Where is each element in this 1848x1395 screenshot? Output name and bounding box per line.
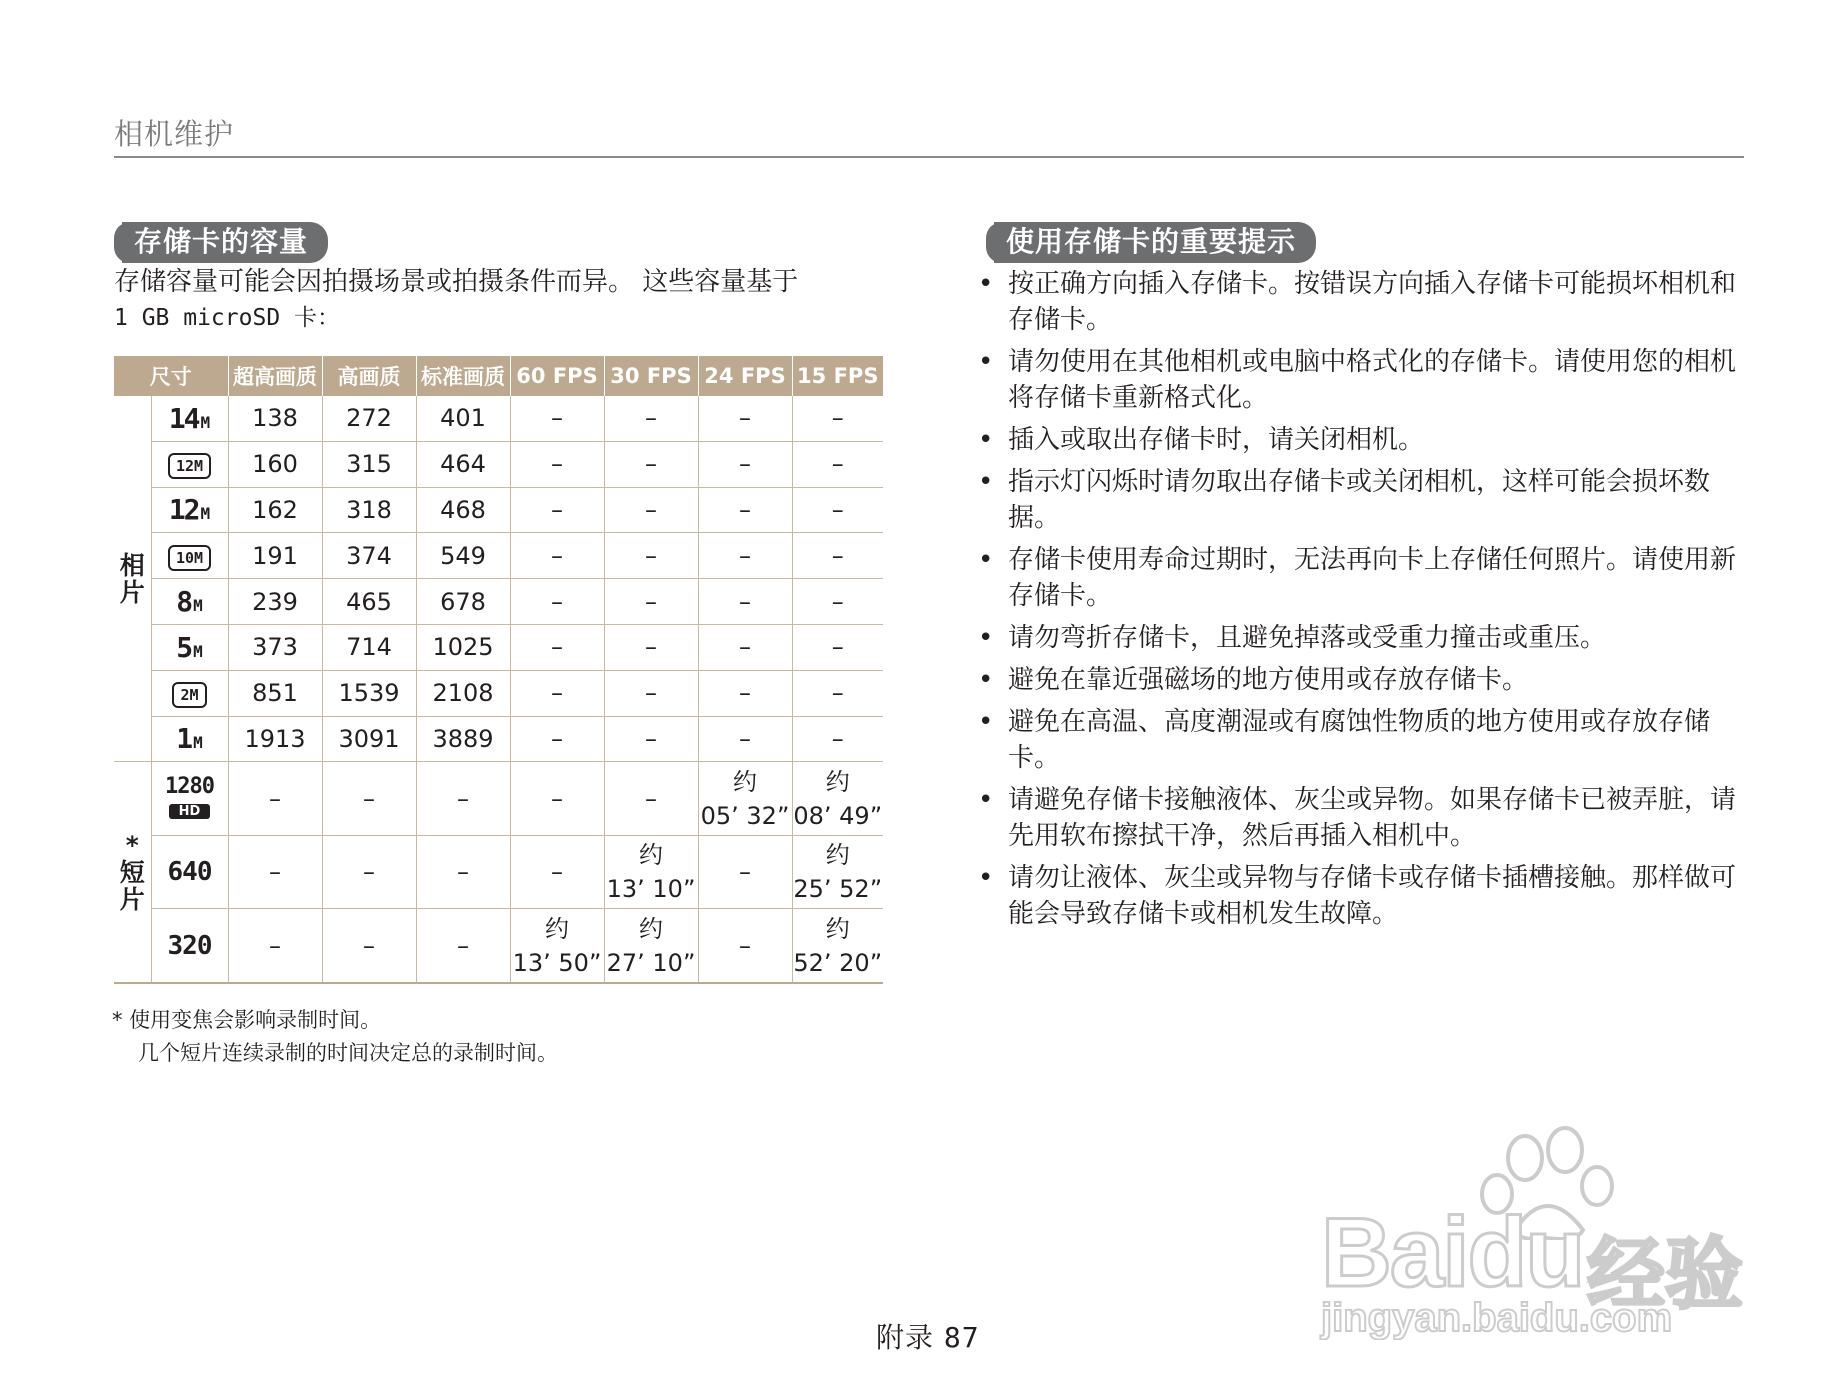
header-col-5: 30 FPS (604, 356, 698, 396)
resolution-icon (151, 396, 228, 441)
table-cell: – (698, 487, 792, 533)
table-cell: – (698, 670, 792, 716)
table-row (114, 762, 883, 836)
group-photo-char: 相 (119, 550, 145, 580)
tip-item: • 避免在高温、高度潮湿或有腐蚀性物质的地方使用或存放存储卡。 (972, 704, 1742, 776)
tip-item: • 按正确方向插入存储卡。按错误方向插入存储卡可能损坏相机和存储卡。 (972, 266, 1742, 338)
table-cell: 464 (416, 441, 510, 487)
memory-tips-title: 使用存储卡的重要提示 (994, 222, 1316, 263)
table-cell: – (792, 396, 883, 441)
header-col-3: 标准画质 (416, 356, 510, 396)
resolution-unit: M (193, 641, 203, 661)
resolution-number: 1 (176, 722, 192, 756)
table-cell: – (792, 716, 883, 762)
tip-item: • 请避免存储卡接触液体、灰尘或异物。如果存储卡已被弄脏，请先用软布擦拭干净，然后再插入相机中。 (972, 782, 1742, 854)
table-cell: 401 (416, 396, 510, 441)
table-cell: – (698, 396, 792, 441)
table-cell: 678 (416, 579, 510, 625)
capacity-table (114, 356, 883, 984)
table-row (114, 533, 883, 579)
resolution-unit: M (193, 596, 203, 616)
section-header: 相机维护 (114, 117, 235, 151)
resolution-8m-icon (176, 585, 203, 618)
table-cell: 318 (322, 487, 416, 533)
table-cell: – (792, 670, 883, 716)
footer-page: 87 (943, 1321, 980, 1354)
table-cell: 162 (228, 487, 322, 533)
movie-size-icon (151, 762, 228, 836)
table-cell: – (604, 487, 698, 533)
resolution-icon (151, 624, 228, 670)
resolution-number: 8 (176, 585, 192, 619)
table-cell: – (416, 835, 510, 909)
movie-size-icon (151, 835, 228, 909)
table-row (114, 441, 883, 487)
header-col-2: 高画质 (322, 356, 416, 396)
watermark-brand: Baidu (1321, 1197, 1584, 1307)
resolution-1m-icon (176, 722, 203, 755)
table-cell (604, 909, 698, 983)
table-row (114, 716, 883, 762)
resolution-2m-icon: 2M (172, 682, 206, 708)
table-cell: – (792, 579, 883, 625)
capacity-intro-line2: 1 GB microSD 卡： (114, 305, 341, 331)
table-cell (510, 909, 604, 983)
resolution-unit: M (193, 733, 203, 753)
table-cell: – (510, 624, 604, 670)
hd-badge: HD (169, 804, 211, 819)
baidu-watermark (1315, 1120, 1755, 1340)
table-row (114, 396, 883, 441)
table-cell: – (510, 835, 604, 909)
table-cell: – (604, 716, 698, 762)
table-cell: 549 (416, 533, 510, 579)
table-cell: – (698, 533, 792, 579)
header-col-6: 24 FPS (698, 356, 792, 396)
footer-label: 附录 (876, 1321, 935, 1354)
table-cell: – (698, 835, 792, 909)
table-cell: – (228, 835, 322, 909)
header-col-1: 超高画质 (228, 356, 322, 396)
table-cell: – (604, 670, 698, 716)
table-cell: 315 (322, 441, 416, 487)
footnote-line1: * 使用变焦会影响录制时间。 (112, 1008, 382, 1032)
table-cell: 468 (416, 487, 510, 533)
table-cell: – (792, 624, 883, 670)
approx-label: 约 (639, 914, 663, 943)
resolution-number: 12 (168, 493, 199, 527)
table-cell: 714 (322, 624, 416, 670)
table-cell: – (510, 762, 604, 836)
table-cell: – (510, 579, 604, 625)
table-cell (792, 909, 883, 983)
table-row (114, 579, 883, 625)
table-cell: – (604, 441, 698, 487)
footnote-line2: 几个短片连续录制的时间决定总的录制时间。 (138, 1041, 558, 1065)
resolution-icon (151, 441, 228, 487)
group-movie-char: * (125, 830, 139, 860)
table-cell: – (604, 624, 698, 670)
tip-item: • 请勿使用在其他相机或电脑中格式化的存储卡。请使用您的相机将存储卡重新格式化。 (972, 344, 1742, 416)
movie-1280-hd-icon (165, 773, 214, 819)
tip-item: • 请勿弯折存储卡，且避免掉落或受重力撞击或重压。 (972, 620, 1742, 656)
table-cell: – (510, 670, 604, 716)
table-cell: 239 (228, 579, 322, 625)
duration-value: 52’ 20” (793, 948, 883, 977)
duration-value: 13’ 10” (606, 875, 696, 904)
table-cell: – (698, 579, 792, 625)
table-cell: 138 (228, 396, 322, 441)
table-cell: – (792, 441, 883, 487)
table-cell (604, 835, 698, 909)
resolution-12m-icon (169, 493, 210, 526)
table-cell (698, 762, 792, 836)
resolution-number: 14 (168, 401, 199, 435)
duration-value: 05’ 32” (700, 801, 790, 830)
resolution-icon (151, 533, 228, 579)
approx-label: 约 (733, 767, 757, 796)
table-cell: – (604, 579, 698, 625)
approx-label: 约 (825, 914, 850, 943)
table-cell: – (510, 716, 604, 762)
table-cell: 2108 (416, 670, 510, 716)
table-cell: 373 (228, 624, 322, 670)
table-row (114, 624, 883, 670)
tip-item: • 插入或取出存储卡时，请关闭相机。 (972, 422, 1742, 458)
table-row (114, 487, 883, 533)
table-cell: 191 (228, 533, 322, 579)
group-photo-char: 片 (119, 577, 145, 607)
approx-label: 约 (825, 767, 850, 796)
table-cell: – (792, 487, 883, 533)
table-cell: – (792, 533, 883, 579)
table-cell: 1025 (416, 624, 510, 670)
table-cell: 272 (322, 396, 416, 441)
resolution-unit: M (200, 412, 211, 432)
movie-size-number: 1280 (165, 773, 214, 799)
resolution-icon (151, 487, 228, 533)
approx-label: 约 (545, 914, 569, 943)
table-cell: 3889 (416, 716, 510, 762)
table-cell: – (416, 909, 510, 983)
duration-value: 08’ 49” (793, 801, 883, 830)
watermark-url: jingyan.baidu.com (1321, 1296, 1673, 1340)
table-cell: – (510, 533, 604, 579)
movie-320-icon: 320 (167, 930, 212, 961)
header-divider (114, 156, 1744, 158)
header-col-4: 60 FPS (510, 356, 604, 396)
table-cell: 160 (228, 441, 322, 487)
group-movie-char: 片 (119, 884, 145, 914)
table-cell: – (322, 835, 416, 909)
table-cell (792, 762, 883, 836)
table-cell: – (228, 762, 322, 836)
table-cell (792, 835, 883, 909)
table-cell: – (698, 716, 792, 762)
table-cell: – (416, 762, 510, 836)
table-header-row (114, 356, 883, 396)
tip-item: • 存储卡使用寿命过期时，无法再向卡上存储任何照片。请使用新存储卡。 (972, 542, 1742, 614)
table-cell: – (322, 909, 416, 983)
approx-label: 约 (825, 841, 850, 870)
watermark-cn: 经验 (1587, 1230, 1744, 1320)
table-cell: – (698, 909, 792, 983)
table-cell: 374 (322, 533, 416, 579)
resolution-10m-icon: 10M (168, 545, 211, 571)
resolution-icon (151, 670, 228, 716)
duration-value: 13’ 50” (512, 948, 602, 977)
table-cell: 465 (322, 579, 416, 625)
table-cell: – (604, 762, 698, 836)
table-cell: 1913 (228, 716, 322, 762)
header-size: 尺寸 (114, 356, 228, 396)
table-row (114, 670, 883, 716)
tip-item: • 指示灯闪烁时请勿取出存储卡或关闭相机，这样可能会损坏数据。 (972, 464, 1742, 536)
group-label-photo (114, 396, 151, 762)
resolution-5m-icon (176, 631, 203, 664)
movie-640-icon: 640 (167, 857, 212, 888)
page-number (876, 1316, 980, 1356)
approx-label: 约 (639, 841, 663, 870)
duration-value: 25’ 52” (793, 875, 883, 904)
table-cell: – (510, 396, 604, 441)
table-cell: 3091 (322, 716, 416, 762)
movie-size-icon (151, 909, 228, 983)
table-cell: – (510, 441, 604, 487)
table-cell: – (698, 441, 792, 487)
resolution-14m-icon (169, 402, 210, 435)
table-cell: – (322, 762, 416, 836)
table-cell: – (604, 396, 698, 441)
tips-list (972, 266, 1742, 938)
memory-capacity-title: 存储卡的容量 (122, 222, 328, 263)
capacity-intro (114, 264, 894, 336)
tip-item: • 避免在靠近强磁场的地方使用或存放存储卡。 (972, 662, 1742, 698)
duration-value: 27’ 10” (606, 948, 696, 977)
resolution-unit: M (200, 504, 211, 524)
group-movie-char: 短 (119, 857, 145, 887)
resolution-icon (151, 716, 228, 762)
group-label-movie (114, 762, 151, 983)
resolution-12m-icon: 12M (168, 453, 211, 479)
capacity-intro-line1: 存储容量可能会因拍摄场景或拍摄条件而异。 这些容量基于 (114, 267, 799, 297)
table-cell: – (604, 533, 698, 579)
table-cell: – (228, 909, 322, 983)
table-cell: – (698, 624, 792, 670)
table-row (114, 835, 883, 909)
resolution-icon (151, 579, 228, 625)
table-cell: – (510, 487, 604, 533)
tip-item: • 请勿让液体、灰尘或异物与存储卡或存储卡插槽接触。那样做可能会导致存储卡或相机发生故障。 (972, 860, 1742, 932)
table-row (114, 909, 883, 983)
resolution-number: 5 (176, 630, 192, 664)
table-footnote (112, 1004, 558, 1070)
header-col-7: 15 FPS (792, 356, 883, 396)
table-cell: 1539 (322, 670, 416, 716)
table-cell: 851 (228, 670, 322, 716)
